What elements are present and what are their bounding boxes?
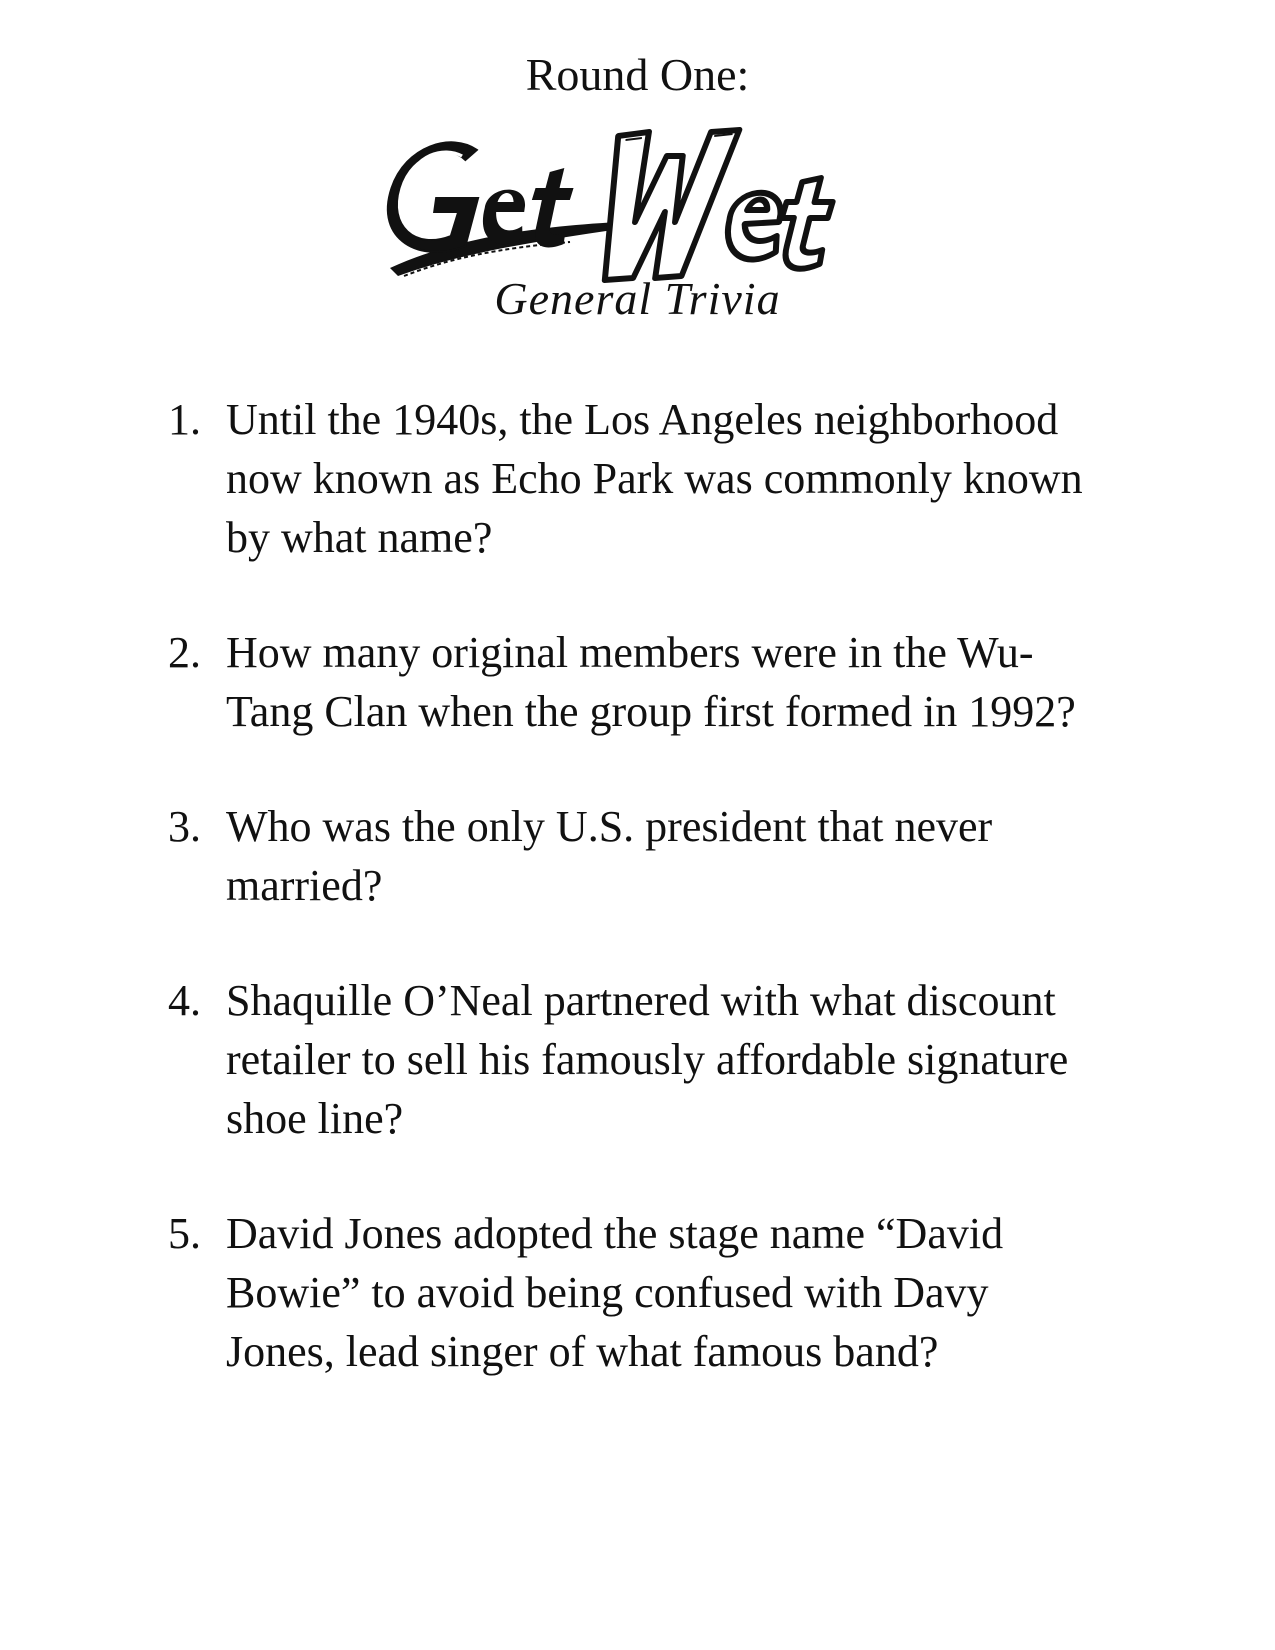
question-item	[168, 797, 1108, 915]
question-item	[168, 1204, 1108, 1381]
round-title: Round One:	[525, 49, 750, 100]
question-text: How many original members were in the Wu-Tang Clan when the group first formed in 1992?	[226, 628, 1076, 736]
question-text: Who was the only U.S. president that never married?	[226, 802, 993, 910]
question-number: 4.	[168, 976, 201, 1025]
question-number: 3.	[168, 802, 201, 851]
question-text: Until the 1940s, the Los Angeles neighborhood now known as Echo Park was commonly known by what name?	[226, 395, 1083, 562]
question-item	[168, 390, 1108, 567]
question-number: 5.	[168, 1209, 201, 1258]
question-number: 1.	[168, 395, 201, 444]
question-number: 2.	[168, 628, 201, 677]
get-wet-logo	[380, 108, 900, 298]
question-text: David Jones adopted the stage name “David Bowie” to avoid being confused with Davy Jones, lead singer of what famous band?	[226, 1209, 1004, 1376]
question-list	[168, 390, 1108, 1381]
question-text: Shaquille O’Neal partnered with what discount retailer to sell his famously affordable signature shoe line?	[226, 976, 1069, 1143]
round-subtitle: General Trivia	[494, 273, 781, 324]
question-item	[168, 971, 1108, 1148]
question-item	[168, 623, 1108, 741]
